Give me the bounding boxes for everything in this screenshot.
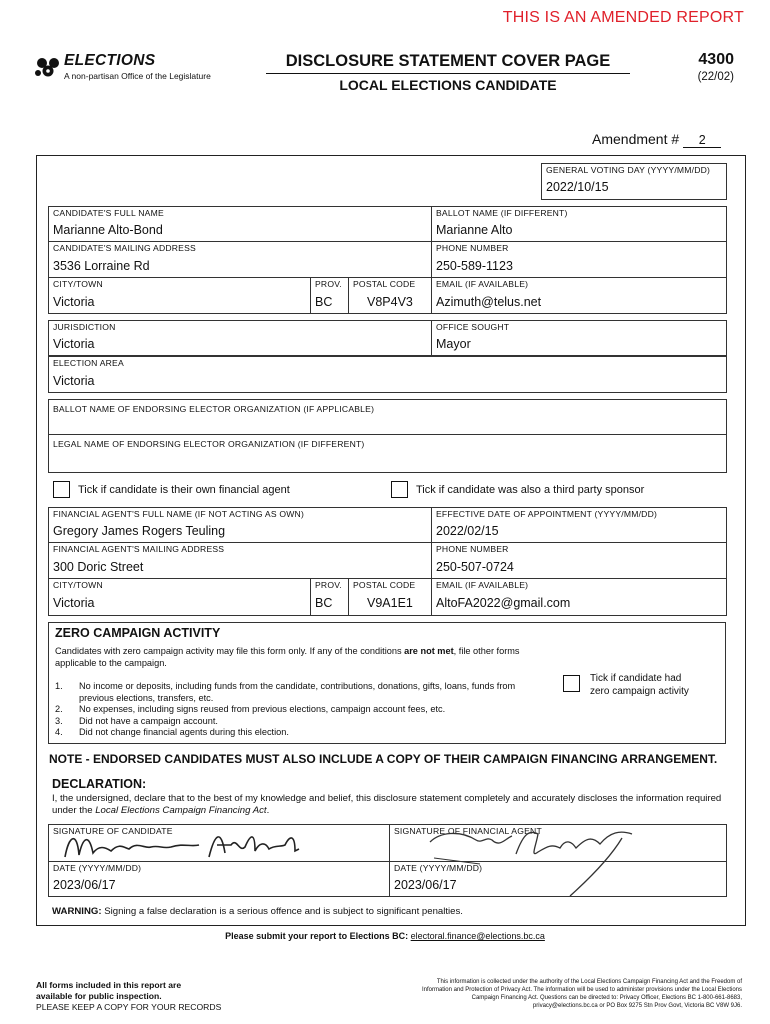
zero-campaign-intro	[55, 645, 535, 669]
agent-address-value: 300 Doric Street	[53, 560, 144, 574]
candidate-signature-label: SIGNATURE OF CANDIDATE	[53, 826, 173, 836]
agent-date-value: 2023/06/17	[394, 878, 457, 892]
footer-left-line2: available for public inspection.	[36, 991, 162, 1001]
condition-item	[55, 716, 535, 728]
privacy-notice: This information is collected under the authority of the Local Elections Campaign Financing Act and the Freedom of Information and Protection of Privacy Act. The information will be used to administer provisions under the Local Elections Campaign Financing Act. Questions can be directed to: Privacy Officer, Elections BC 1-800-661-8683, privacy@elections.bc.ca or PO Box 9275 Stn Prov Govt, Victoria BC V8W 9J6.	[421, 979, 742, 1009]
agent-email-value: AltoFA2022@gmail.com	[436, 596, 571, 610]
candidate-full-name-field[interactable]	[48, 206, 432, 242]
page-subtitle: LOCAL ELECTIONS CANDIDATE	[339, 77, 557, 93]
form-revision: (22/02)	[697, 71, 734, 83]
submit-instruction	[0, 931, 770, 941]
footer-left	[36, 980, 221, 1013]
footer-left-line1: All forms included in this report are	[36, 980, 182, 990]
agent-postal-value: V9A1E1	[367, 596, 413, 610]
candidate-prov-value: BC	[315, 295, 333, 309]
agent-prov-label: PROV.	[315, 580, 342, 590]
declaration-text	[52, 793, 722, 817]
declaration-act-name: Local Elections Campaign Financing Act	[95, 805, 267, 816]
agent-address-label: FINANCIAL AGENT'S MAILING ADDRESS	[53, 544, 225, 554]
general-voting-day-label: GENERAL VOTING DAY (YYYY/MM/DD)	[546, 165, 711, 175]
candidate-prov-label: PROV.	[315, 279, 342, 289]
condition-number: 2.	[55, 704, 63, 714]
candidate-full-name-value: Marianne Alto-Bond	[53, 223, 163, 237]
jurisdiction-field[interactable]	[48, 320, 432, 356]
office-sought-field[interactable]	[431, 320, 727, 356]
zero-intro-text-b: , file other forms applicable to the campaign.	[55, 646, 520, 668]
amendment-label: Amendment #	[592, 131, 680, 147]
candidate-phone-label: PHONE NUMBER	[436, 243, 509, 253]
warning-label: WARNING:	[52, 906, 102, 917]
submit-text: Please submit your report to Elections BC:	[225, 931, 411, 941]
jurisdiction-value: Victoria	[53, 337, 95, 351]
office-sought-value: Mayor	[436, 337, 471, 351]
candidate-date-value: 2023/06/17	[53, 878, 116, 892]
warning-text	[52, 906, 463, 917]
condition-number: 1.	[55, 681, 63, 691]
zero-campaign-section	[48, 622, 726, 744]
election-area-value: Victoria	[53, 374, 95, 388]
jurisdiction-label: JURISDICTION	[53, 322, 116, 332]
candidate-prov-field[interactable]	[310, 277, 349, 314]
condition-item	[55, 727, 535, 739]
declaration-title: DECLARATION:	[52, 777, 147, 791]
candidate-address-field[interactable]	[48, 241, 432, 278]
condition-text: Did not change financial agents during this election.	[79, 727, 289, 737]
agent-full-name-label: FINANCIAL AGENT'S FULL NAME (IF NOT ACTING AS OWN)	[53, 509, 305, 519]
candidate-address-label: CANDIDATE'S MAILING ADDRESS	[53, 243, 196, 253]
third-party-checkbox[interactable]	[391, 481, 408, 498]
endorsing-ballot-name-label: BALLOT NAME OF ENDORSING ELECTOR ORGANIZATION (IF APPLICABLE)	[53, 404, 375, 414]
zero-intro-text-a: Candidates with zero campaign activity may file this form only. If any of the conditions	[55, 646, 405, 656]
candidate-signature-field[interactable]	[48, 824, 390, 862]
own-agent-checkbox-label: Tick if candidate is their own financial agent	[78, 484, 290, 496]
candidate-postal-label: POSTAL CODE	[353, 279, 416, 289]
agent-phone-label: PHONE NUMBER	[436, 544, 509, 554]
agent-email-field[interactable]	[431, 578, 727, 616]
amendment-field	[592, 131, 721, 148]
agent-phone-field[interactable]	[431, 542, 727, 579]
condition-item	[55, 681, 535, 704]
candidate-postal-field[interactable]	[348, 277, 432, 314]
declaration-text-b: .	[266, 805, 270, 816]
candidate-city-label: CITY/TOWN	[53, 279, 103, 289]
warning-body: Signing a false declaration is a serious offence and is subject to significant penalties.	[101, 906, 463, 917]
candidate-signature-image	[59, 827, 329, 863]
agent-city-field[interactable]	[48, 578, 311, 616]
ballot-name-label: BALLOT NAME (IF DIFFERENT)	[436, 208, 568, 218]
candidate-email-label: EMAIL (IF AVAILABLE)	[436, 279, 529, 289]
agent-prov-value: BC	[315, 596, 333, 610]
zero-campaign-conditions	[55, 681, 535, 739]
submit-email-link[interactable]: electoral.finance@elections.bc.ca	[410, 931, 545, 941]
zero-campaign-title: ZERO CAMPAIGN ACTIVITY	[55, 626, 221, 640]
amendment-value[interactable]: 2	[683, 133, 721, 148]
candidate-full-name-label: CANDIDATE'S FULL NAME	[53, 208, 164, 218]
ballot-name-field[interactable]	[431, 206, 727, 242]
general-voting-day-value: 2022/10/15	[546, 180, 609, 194]
candidate-city-value: Victoria	[53, 295, 95, 309]
candidate-phone-value: 250-589-1123	[436, 259, 513, 273]
zero-intro-bold: are not met	[404, 646, 454, 656]
agent-signature-label: SIGNATURE OF FINANCIAL AGENT	[394, 826, 542, 836]
dogwood-icon	[34, 55, 62, 81]
third-party-checkbox-label: Tick if candidate was also a third party sponsor	[416, 484, 645, 496]
elections-logo	[34, 53, 244, 85]
condition-item	[55, 704, 535, 716]
own-agent-checkbox[interactable]	[53, 481, 70, 498]
election-area-field[interactable]	[48, 356, 727, 393]
agent-prov-field[interactable]	[310, 578, 349, 616]
agent-postal-label: POSTAL CODE	[353, 580, 416, 590]
endorsed-note: NOTE - ENDORSED CANDIDATES MUST ALSO INCLUDE A COPY OF THEIR CAMPAIGN FINANCING ARRANGEMENT.	[49, 752, 718, 766]
candidate-date-field[interactable]	[48, 861, 390, 897]
condition-number: 3.	[55, 715, 63, 726]
candidate-date-label: DATE (YYYY/MM/DD)	[53, 863, 142, 873]
endorsing-ballot-name-field[interactable]	[48, 399, 727, 435]
logo-name: ELECTIONS	[64, 52, 156, 69]
amended-banner: THIS IS AN AMENDED REPORT	[502, 9, 744, 26]
endorsing-legal-name-field[interactable]	[48, 434, 727, 473]
ballot-name-value: Marianne Alto	[436, 223, 513, 237]
zero-activity-label-2: zero campaign activity	[590, 686, 689, 697]
agent-city-value: Victoria	[53, 596, 95, 610]
office-sought-label: OFFICE SOUGHT	[436, 322, 510, 332]
candidate-email-field[interactable]	[431, 277, 727, 314]
candidate-phone-field[interactable]	[431, 241, 727, 278]
general-voting-day-field[interactable]	[541, 163, 727, 200]
agent-signature-image	[420, 818, 650, 904]
candidate-address-value: 3536 Lorraine Rd	[53, 259, 150, 273]
logo-tagline: A non-partisan Office of the Legislature	[64, 71, 211, 81]
agent-phone-value: 250-507-0724	[436, 560, 514, 574]
candidate-email-value: Azimuth@telus.net	[436, 295, 542, 309]
condition-number: 4.	[55, 727, 63, 737]
footer-left-line3: PLEASE KEEP A COPY FOR YOUR RECORDS	[36, 1002, 222, 1012]
agent-date-label: DATE (YYYY/MM/DD)	[394, 863, 483, 873]
effective-date-value: 2022/02/15	[436, 524, 499, 538]
effective-date-field[interactable]	[431, 507, 727, 543]
zero-activity-label-1: Tick if candidate had	[590, 673, 682, 684]
agent-address-field[interactable]	[48, 542, 432, 579]
page-title: DISCLOSURE STATEMENT COVER PAGE	[266, 52, 630, 74]
agent-postal-field[interactable]	[348, 578, 432, 616]
candidate-city-field[interactable]	[48, 277, 311, 314]
condition-text: No income or deposits, including funds from the candidate, contributions, donations, gifts, loans, funds from previous elections, transfers, etc.	[79, 681, 516, 703]
endorsing-legal-name-label: LEGAL NAME OF ENDORSING ELECTOR ORGANIZATION (IF DIFFERENT)	[53, 439, 365, 449]
declaration-text-a: I, the undersigned, declare that to the best of my knowledge and belief, this disclosure statement completely and accurately discloses the information required under the	[52, 793, 722, 816]
condition-text: No expenses, including signs reused from previous elections, campaign account fees, etc.	[79, 704, 446, 714]
election-area-label: ELECTION AREA	[53, 358, 124, 368]
form-number: 4300	[698, 51, 734, 68]
agent-full-name-value: Gregory James Rogers Teuling	[53, 524, 226, 538]
agent-full-name-field[interactable]	[48, 507, 432, 543]
agent-email-label: EMAIL (IF AVAILABLE)	[436, 580, 529, 590]
condition-text: Did not have a campaign account.	[79, 715, 218, 726]
candidate-postal-value: V8P4V3	[367, 295, 413, 309]
agent-city-label: CITY/TOWN	[53, 580, 103, 590]
effective-date-label: EFFECTIVE DATE OF APPOINTMENT (YYYY/MM/DD)	[436, 509, 658, 519]
zero-activity-checkbox[interactable]	[563, 675, 580, 692]
